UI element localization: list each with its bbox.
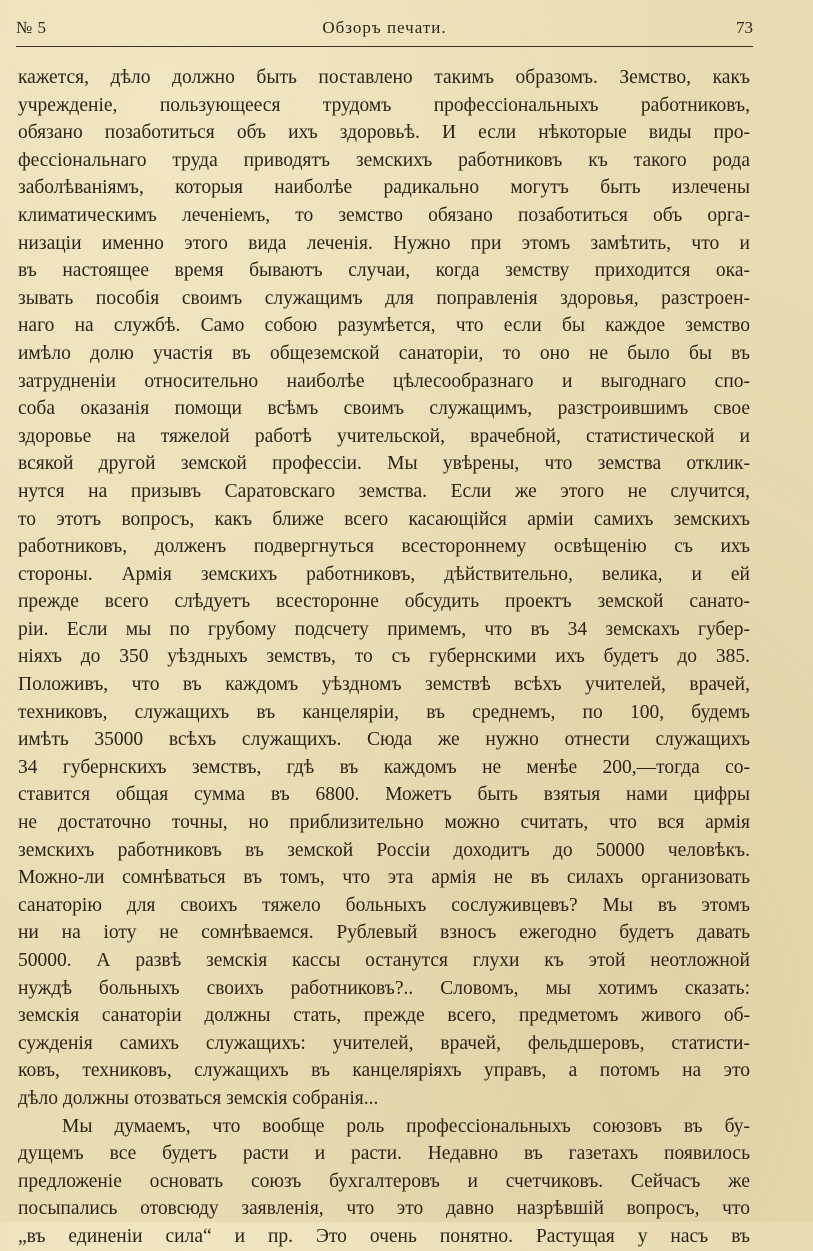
text-line: прежде всего слѣдуетъ всесторонне обсудить проектъ земской санато- [18,591,750,613]
text-line: ни на іоту не сомнѣваемся. Рублевый взносъ ежегодно будетъ давать [18,922,750,944]
text-line: имѣло долю участія въ общеземской санаторіи, то оно не было бы въ [18,342,750,364]
text-line: работниковъ, долженъ подвергнуться всестороннему освѣщенію съ ихъ [18,536,750,558]
text-line: низаціи именно этого вида леченія. Нужно при этомъ замѣтить, что и [18,232,750,254]
text-line: затрудненіи относительно наиболѣе цѣлесообразнаго и выгоднаго спо- [18,370,750,392]
text-line: посыпались отовсюду заявленія, что это давно назрѣвшій вопросъ, что [18,1198,750,1220]
text-line: заболѣваніямъ, которыя наиболѣе радикально могутъ быть излечены [18,177,750,199]
text-line: ріи. Если мы по грубому подсчету примемъ, что въ 34 земскахъ губер- [18,618,750,640]
text-line: не достаточно точны, но приблизительно можно считать, что вся армія [18,812,750,834]
text-line: дѣло должны отозваться земскія собранія... [18,1087,379,1109]
page-number: 73 [736,18,753,37]
article-body [18,64,750,1251]
text-line: фессіональнаго труда приводятъ земскихъ работниковъ къ такого рода [18,149,750,171]
text-line: то этотъ вопросъ, какъ ближе всего касающійся арміи самихъ земскихъ [18,508,750,530]
paragraph [18,1113,750,1251]
text-line: ковъ, техниковъ, служащихъ въ канцеляріяхъ управъ, а потомъ на это [18,1060,750,1082]
text-line: „въ единеніи сила“ и пр. Это очень понятно. Растущая у насъ въ [18,1225,750,1247]
text-line: 50000. А развѣ земскія кассы останутся глухи къ этой неотложной [18,950,750,971]
text-line: климатическимъ леченіемъ, то земство обязано позаботиться объ орга- [18,204,750,226]
running-header [16,14,753,47]
section-title: Обзоръ печати. [322,18,447,37]
text-line: земскія санаторіи должны стать, прежде всего, предметомъ живого об- [18,1005,750,1027]
text-line: техниковъ, служащихъ въ канцеляріи, въ среднемъ, по 100, будемъ [18,701,750,723]
text-line: земскихъ работниковъ въ земской Россіи доходитъ до 50000 человѣкъ. [18,839,750,861]
text-line: Мы думаемъ, что вообще роль профессіональныхъ союзовъ въ бу- [62,1115,750,1137]
text-line: санаторію для своихъ тяжело больныхъ сослуживцевъ? Мы въ этомъ [18,894,750,916]
text-line: наго на службѣ. Само собою разумѣется, что если бы каждое земство [18,315,750,337]
text-line: предложеніе основать союзъ бухгалтеровъ и счетчиковъ. Сейчасъ же [18,1170,750,1192]
text-line: 34 губернскихъ земствъ, гдѣ въ каждомъ не менѣе 200,—тогда со- [18,756,750,778]
text-line: всякой другой земской профессіи. Мы увѣрены, что земства отклик- [18,453,750,475]
text-line: Положивъ, что въ каждомъ уѣздномъ земствѣ всѣхъ учителей, врачей, [18,674,750,696]
text-line: ставится общая сумма въ 6800. Можетъ быть взятыя нами цифры [18,784,750,806]
text-line: въ настоящее время бываютъ случаи, когда земству приходится ока- [18,260,750,282]
text-line: ніяхъ до 350 уѣздныхъ земствъ, то съ губернскими ихъ будетъ до 385. [18,646,750,668]
text-line: обязано позаботиться объ ихъ здоровьѣ. И если нѣкоторые виды про- [18,122,750,144]
text-line: зывать пособія своимъ служащимъ для поправленія здоровья, разстроен- [18,287,750,309]
issue-number: № 5 [16,18,47,37]
text-line: Можно-ли сомнѣваться въ томъ, что эта армія не въ силахъ организовать [18,867,750,889]
text-line: нуждѣ больныхъ своихъ работниковъ?.. Словомъ, мы хотимъ сказать: [18,977,750,999]
text-line: стороны. Армія земскихъ работниковъ, дѣйствительно, велика, и ей [18,563,750,585]
text-line: нутся на призывъ Саратовскаго земства. Если же этого не случится, [18,480,750,502]
text-line: кажется, дѣло должно быть поставлено такимъ образомъ. Земство, какъ [18,67,750,88]
text-line: соба оказанія помощи всѣмъ своимъ служащимъ, разстроившимъ свое [18,398,750,420]
text-line: здоровье на тяжелой работѣ учительской, врачебной, статистической и [18,425,750,447]
paragraph [18,64,750,1113]
text-line: сужденія самихъ служащихъ: учителей, врачей, фельдшеровъ, статисти- [18,1032,750,1054]
text-line: имѣть 35000 всѣхъ служащихъ. Сюда же нужно отнести служащихъ [18,729,750,751]
text-line: дущемъ все будетъ расти и расти. Недавно въ газетахъ появилось [18,1143,750,1165]
text-line: учрежденіе, пользующееся трудомъ профессіональныхъ работниковъ, [18,94,750,116]
